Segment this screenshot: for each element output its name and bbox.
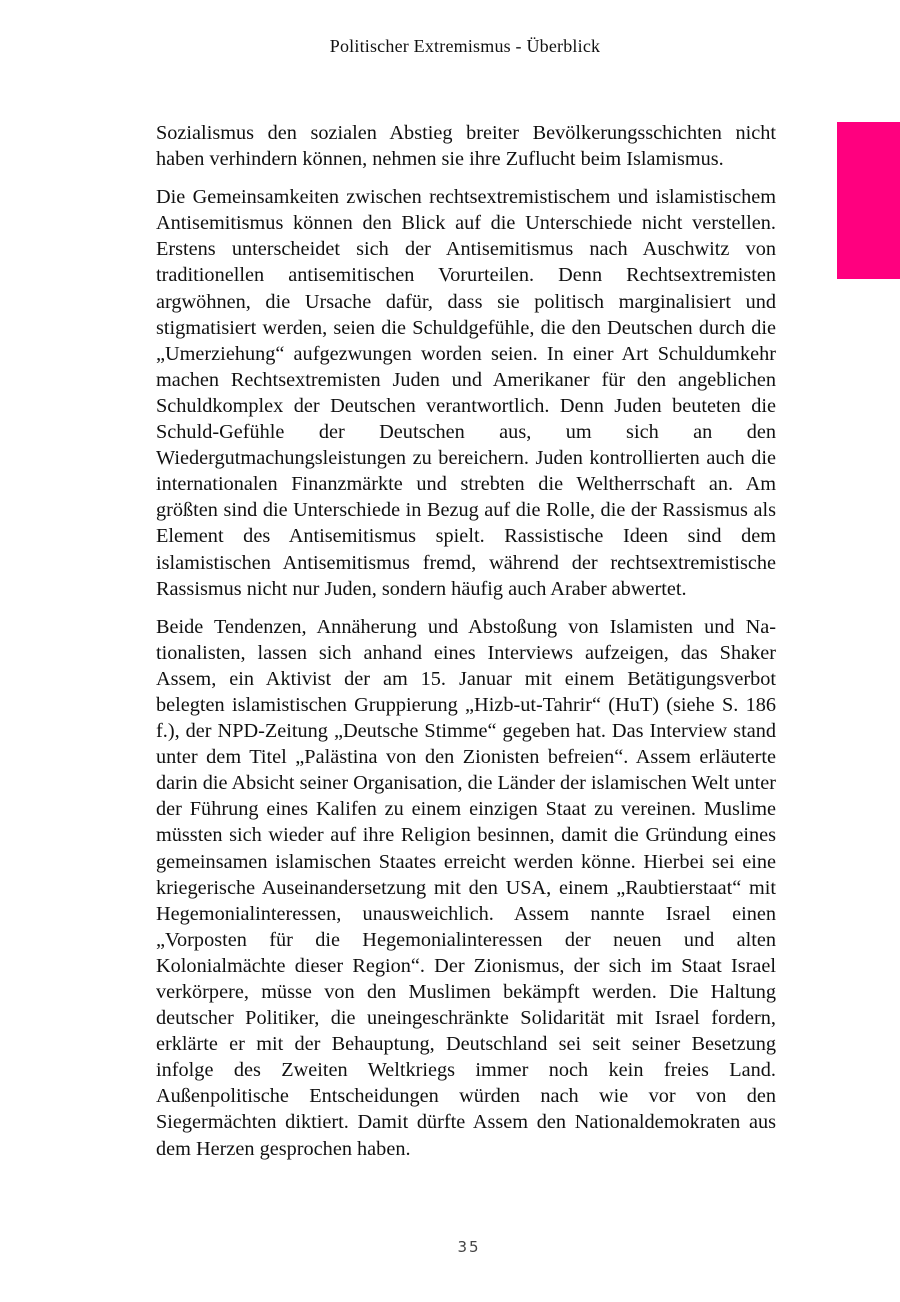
paragraph-2: Die Gemeinsamkeiten zwischen rechtsextremistischem und islamistischem Antisemitismus können den Blick auf die Unterschiede nicht verstellen. Erstens unterscheidet sich der Antisemitismus nach Auschwitz von traditionellen antisemitischen Vorurteilen. Denn Rechtsextremisten argwöhnen, die Ursache dafür, dass sie politisch marginalisiert und stigmatisiert werden, seien die Schuldgefühle, die den Deutschen durch die „Umerziehung“ aufgezwungen worden seien. In einer Art Schuldumkehr machen Rechtsextremisten Juden und Amerikaner für den angeblichen Schuldkomplex der Deutschen verantwortlich. Denn Juden beuteten die Schuld-Gefühle der Deutschen aus, um sich an den Wiedergutmachungsleistungen zu bereichern. Juden kontrollierten auch die internationalen Finanzmärkte und strebten die Weltherrschaft an. Am größten sind die Unterschiede in Bezug auf die Rolle, die der Rassismus als Element des Antisemitismus spielt. Rassistische Ideen sind dem islamistischen Antisemitismus fremd, während der rechtsextremistische Rassismus nicht nur Juden, sondern häufig auch Araber abwertet. — [156, 186, 776, 600]
paragraph-1: Sozialismus den sozialen Abstieg breiter Bevölkerungsschichten nicht haben verhindern können, nehmen sie ihre Zuflucht beim Islamismus. — [156, 122, 776, 171]
running-header: Politischer Extremismus - Überblick — [329, 36, 601, 56]
body-text — [156, 120, 776, 1174]
page-number: 35 — [457, 1238, 481, 1256]
paragraph-3: Beide Tendenzen, Annäherung und Abstoßung von Islamisten und Nationalisten, lassen sich anhand eines Interviews aufzeigen, das Shaker Assem, ein Aktivist der am 15. Januar mit einem Betätigungsverbot belegten islamistischen Gruppierung „Hizb-ut-Tahrir“ (HuT) (siehe S. 186 f.), der NPD-Zeitung „Deutsche Stimme“ gegeben hat. Das Interview stand unter dem Titel „Palästina von den Zionisten befreien“. Assem erläuterte darin die Absicht seiner Organisation, die Länder der islamischen Welt unter der Führung eines Kalifen zu einem einzigen Staat zu vereinen. Muslime müssten sich wieder auf ihre Religion besinnen, damit die Gründung eines gemeinsamen islamischen Staates erreicht werden könne. Hierbei sei eine kriegerische Auseinandersetzung mit den USA, einem „Raubtierstaat“ mit Hegemonialinteressen, unausweichlich. Assem nannte Israel einen „Vorposten für die Hegemonialinteressen der neuen und alten Kolonialmächte dieser Region“. Der Zionismus, der sich im Staat Israel verkörpere, müsse von den Muslimen bekämpft werden. Die Haltung deutscher Politiker, die uneingeschränkte Solidarität mit Israel fordern, erklärte er mit der Behauptung, Deutschland sei seit seiner Besetzung infolge des Zweiten Weltkriegs immer noch kein freies Land. Außenpolitische Entscheidungen würden nach wie vor von den Siegermächten diktiert. Damit dürfte Assem den Nationaldemokraten aus dem Herzen gesprochen haben. — [156, 615, 776, 1160]
chapter-color-marker — [837, 122, 900, 279]
